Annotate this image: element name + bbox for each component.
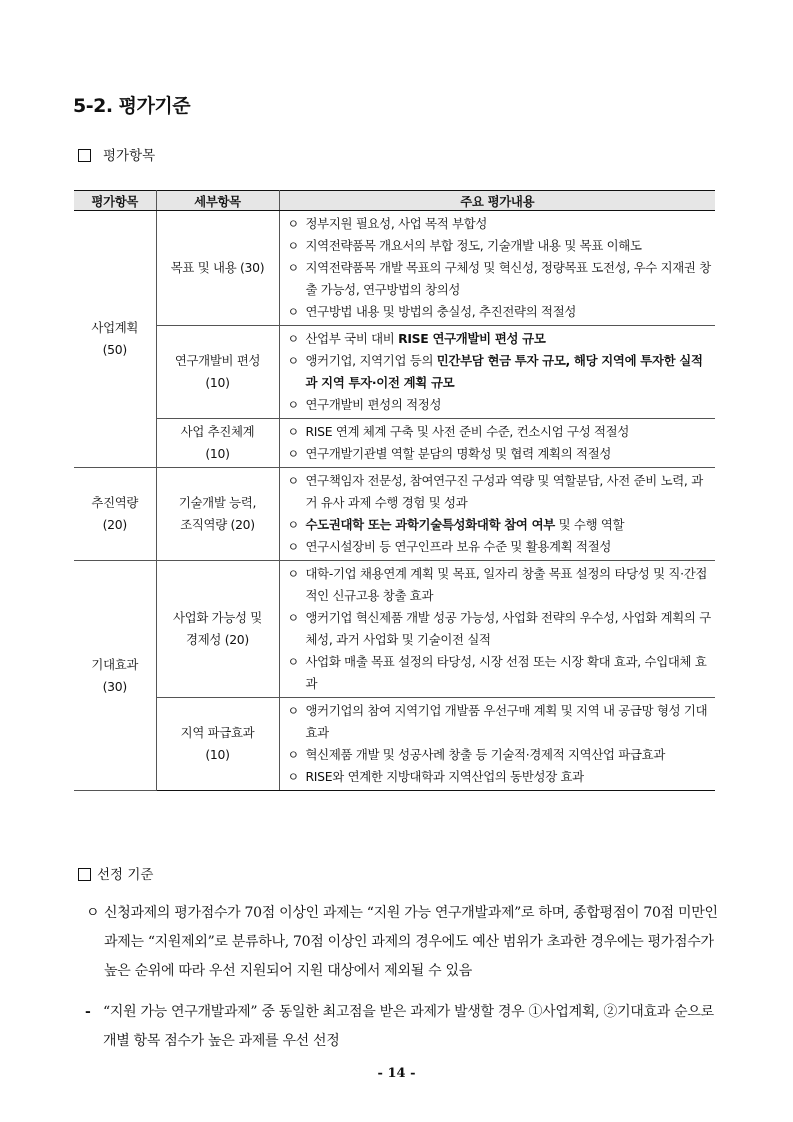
header-content: 주요 평가내용 <box>279 191 715 211</box>
list-item: ㅇ 산업부 국비 대비 RISE 연구개발비 편성 규모 <box>287 331 546 346</box>
subitem-cell <box>156 468 279 561</box>
list-item: ㅇ 지역전략품목 개요서의 부합 정도, 기술개발 내용 및 목표 이해도 <box>287 238 642 253</box>
category-name: 기대효과 <box>91 656 139 672</box>
subitem-score: (10) <box>205 446 230 461</box>
subitem-cell <box>156 326 279 419</box>
table-row <box>74 419 715 468</box>
content-cell <box>279 561 715 698</box>
content-cell <box>279 468 715 561</box>
list-item: ㅇ 연구책임자 전문성, 참여연구진 구성과 역량 및 역할분담, 사전 준비 노력, 과거 유사 과제 수행 경험 및 성과 <box>287 473 703 510</box>
subitem-cell <box>156 561 279 698</box>
category-name: 사업계획 <box>91 320 139 335</box>
list-item: ㅇ 앵커기업, 지역기업 등의 민간부담 현금 투자 규모, 해당 지역에 투자한 실적과 지역 투자·이전 계획 규모 <box>287 353 703 390</box>
table-row <box>74 698 715 791</box>
category-score: (20) <box>102 517 127 532</box>
page-number: - 14 - <box>377 1066 416 1081</box>
category-name: 추진역량 <box>91 495 139 510</box>
category-cell <box>74 211 156 468</box>
list-item: ㅇ 앵커기업 혁신제품 개발 성공 가능성, 사업화 전략의 우수성, 사업화 계획의 구체성, 과거 사업화 및 기술이전 실적 <box>287 610 711 647</box>
category-cell <box>74 561 156 791</box>
section-heading-criteria-label: 선정 기준 <box>97 867 154 883</box>
table-row <box>74 211 715 326</box>
subitem-cell <box>156 698 279 791</box>
list-item: ㅇ RISE 연계 체계 구축 및 사전 준비 수준, 컨소시엄 구성 적절성 <box>287 424 630 439</box>
table-row <box>74 326 715 419</box>
list-item: ㅇ 연구개발비 편성의 적정성 <box>287 397 442 412</box>
list-item: ㅇ 정부지원 필요성, 사업 목적 부합성 <box>287 216 488 231</box>
bullet-icon: ㅇ <box>86 905 100 921</box>
subitem-name: 사업화 가능성 및 <box>173 610 262 625</box>
subitem-name: 연구개발비 편성 <box>174 353 261 368</box>
content-cell <box>279 211 715 326</box>
table-row <box>74 468 715 561</box>
category-score: (50) <box>102 342 127 357</box>
subitem-name-2: 조직역량 (20) <box>180 517 255 532</box>
list-item: ㅇ RISE와 연계한 지방대학과 지역산업의 동반성장 효과 <box>287 769 584 784</box>
list-item: ㅇ 수도권대학 또는 과학기술특성화대학 참여 여부 및 수행 역할 <box>287 517 625 532</box>
subitem-name: 지역 파급효과 <box>180 725 255 740</box>
list-item: ㅇ 사업화 매출 목표 설정의 타당성, 시장 선점 또는 시장 확대 효과, 수입대체 효과 <box>287 654 707 691</box>
criteria-block <box>86 899 722 1056</box>
section-heading-items <box>78 144 155 164</box>
subitem-name-2: 경제성 (20) <box>186 632 249 647</box>
section-heading-items-label: 평가항목 <box>103 148 156 164</box>
category-score: (30) <box>102 678 127 694</box>
category-cell <box>74 468 156 561</box>
subitem-name: 목표 및 내용 (30) <box>170 260 265 275</box>
list-item: ㅇ 연구개발기관별 역할 분담의 명확성 및 협력 계획의 적절성 <box>287 446 612 461</box>
table-row <box>74 561 715 698</box>
checkbox-square-icon <box>78 149 91 162</box>
criteria-item <box>86 899 722 986</box>
list-item: ㅇ 연구시설장비 등 연구인프라 보유 수준 및 활용계획 적절성 <box>287 539 612 554</box>
subitem-name: 기술개발 능력, <box>178 495 257 510</box>
criteria-note-text: “지원 가능 연구개발과제” 중 동일한 최고점을 받은 과제가 발생할 경우 ①사업계획, ②기대효과 순으로 개별 항목 점수가 높은 과제를 우선 선정 <box>103 1004 714 1049</box>
table-header-row <box>74 191 715 211</box>
criteria-note <box>85 998 722 1056</box>
subitem-cell <box>156 419 279 468</box>
subitem-score: (10) <box>205 747 230 762</box>
content-cell <box>279 419 715 468</box>
subitem-score: (10) <box>205 375 230 390</box>
checkbox-square-icon <box>78 868 91 881</box>
subitem-name: 사업 추진체계 <box>180 424 255 439</box>
criteria-text: 신청과제의 평가점수가 70점 이상인 과제는 “지원 가능 연구개발과제”로 하며, 종합평점이 70점 미만인 과제는 “지원제외”로 분류하나, 70점 이상인 과제의 경우에도 예산 범위가 초과한 경우에는 평가점수가 높은 순위에 따라 우선 지원되어 지원 대상에서 제외될 수 있음 <box>104 905 718 979</box>
list-item: ㅇ 혁신제품 개발 및 성공사례 창출 등 기술적·경제적 지역산업 파급효과 <box>287 747 665 762</box>
content-cell <box>279 326 715 419</box>
subitem-cell <box>156 211 279 326</box>
content-cell <box>279 698 715 791</box>
list-item: ㅇ 지역전략품목 개발 목표의 구체성 및 혁신성, 정량목표 도전성, 우수 지재권 창출 가능성, 연구방법의 창의성 <box>287 260 711 297</box>
list-item: ㅇ 연구방법 내용 및 방법의 충실성, 추진전략의 적절성 <box>287 304 577 319</box>
evaluation-table <box>74 190 715 791</box>
header-subitem: 세부항목 <box>156 191 279 211</box>
header-category: 평가항목 <box>74 191 156 211</box>
dash-icon: - <box>85 1004 91 1020</box>
list-item: ㅇ 앵커기업의 참여 지역기업 개발품 우선구매 계획 및 지역 내 공급망 형성 기대 효과 <box>287 703 708 740</box>
list-item: ㅇ 대학-기업 채용연계 계획 및 목표, 일자리 창출 목표 설정의 타당성 및 직·간접적인 신규고용 창출 효과 <box>287 566 708 603</box>
section-heading-criteria <box>78 863 153 883</box>
page-title: 5-2. 평가기준 <box>73 95 191 117</box>
